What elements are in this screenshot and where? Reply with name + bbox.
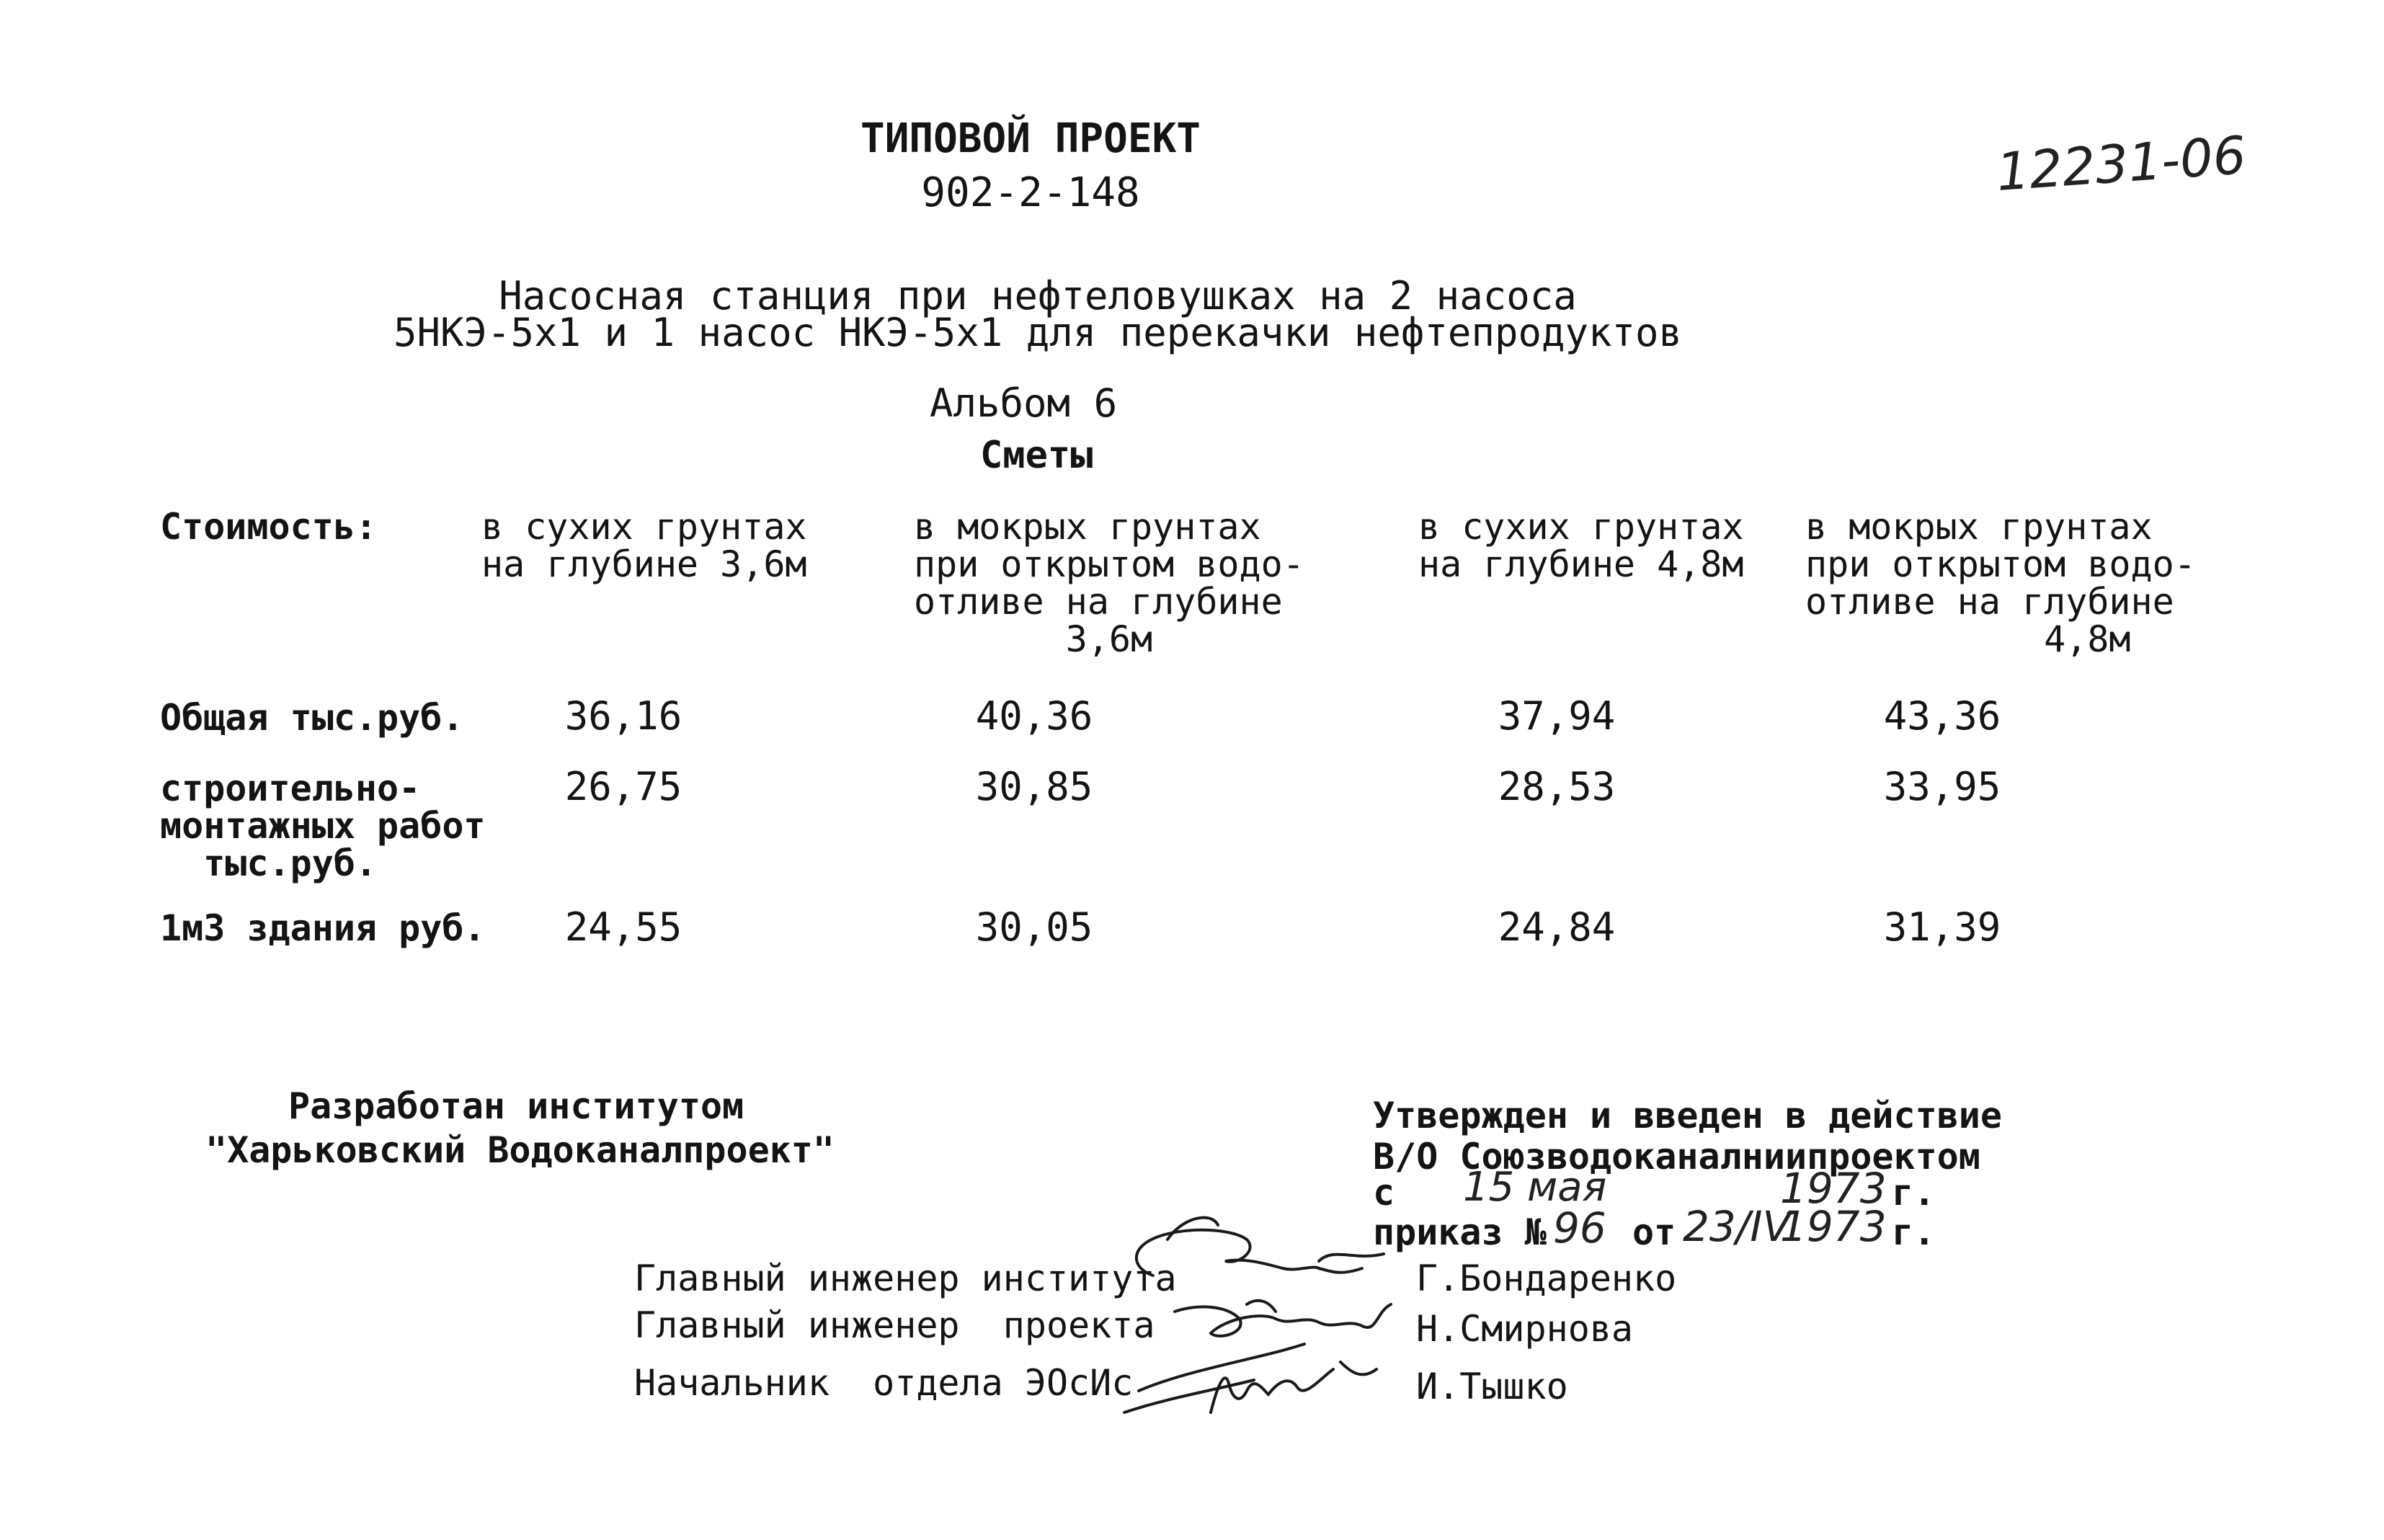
column-header-dry-4-8: в сухих грунтах на глубине 4,8м — [1418, 506, 1744, 585]
signature-role-chief-engineer-project: Главный инженер проекта — [634, 1304, 1155, 1346]
column-header-dry-3-6: в сухих грунтах на глубине 3,6м — [481, 506, 807, 585]
order-year-handwritten: 1973 — [1780, 1202, 1887, 1251]
cell-per-m3-dry-3-6: 24,55 — [564, 904, 682, 950]
document-title-line1: Насосная станция при нефтеловушках на 2 насоса — [499, 273, 1577, 319]
row-label-total: Общая тыс.руб. — [160, 697, 464, 739]
order-prefix: приказ № — [1373, 1211, 1547, 1253]
inventory-number-handwritten: 12231-06 — [1994, 125, 2249, 202]
cell-construction-wet-4-8: 33,95 — [1883, 764, 2001, 809]
cell-per-m3-wet-4-8: 31,39 — [1883, 904, 2001, 950]
developed-by-line2: "Харьковский Водоканалпроект" — [205, 1129, 835, 1171]
cell-construction-dry-4-8: 28,53 — [1498, 764, 1616, 809]
order-from: от — [1632, 1211, 1676, 1253]
approved-line1: Утвержден и введен в действие — [1373, 1095, 2002, 1136]
row-label-per-m3: 1м3 здания руб. — [160, 907, 486, 949]
cell-total-wet-3-6: 40,36 — [975, 693, 1093, 739]
approved-year-suffix: г. — [1892, 1172, 1936, 1214]
column-header-wet-3-6: в мокрых грунтах при открытом водо- отливе на глубине 3,6м — [914, 506, 1304, 660]
cell-total-dry-4-8: 37,94 — [1498, 693, 1616, 739]
order-year-suffix: г. — [1892, 1211, 1936, 1253]
section-label: Сметы — [980, 434, 1093, 477]
cell-per-m3-wet-3-6: 30,05 — [975, 904, 1093, 950]
handwritten-signatures — [1103, 1196, 1463, 1456]
approved-date-handwritten: 15 мая — [1463, 1164, 1607, 1211]
cell-construction-wet-3-6: 30,85 — [975, 764, 1093, 809]
approved-line2: В/О Союзводоканалниипроектом — [1373, 1136, 1980, 1178]
order-number-handwritten: 96 — [1553, 1203, 1606, 1252]
signature-role-department-head: Начальник отдела ЭОсИс — [634, 1362, 1134, 1404]
album-label: Альбом 6 — [930, 380, 1118, 426]
order-date-handwritten: 23/IV — [1683, 1202, 1792, 1251]
cell-construction-dry-3-6: 26,75 — [564, 764, 682, 809]
signature-name-tyshko: И.Тышко — [1416, 1366, 1568, 1407]
developed-by-line1: Разработан институтом — [288, 1085, 744, 1127]
cost-label-header: Стоимость: — [160, 506, 378, 548]
approved-from-prefix: с — [1373, 1172, 1395, 1214]
project-code: 902-2-148 — [921, 169, 1140, 216]
row-label-construction: строительно- монтажных работ тыс.руб. — [160, 767, 486, 884]
project-type-heading: ТИПОВОЙ ПРОЕКТ — [860, 115, 1201, 162]
signature-name-smirnova: Н.Смирнова — [1416, 1308, 1634, 1350]
cell-total-dry-3-6: 36,16 — [564, 693, 682, 739]
signature-name-bondarenko: Г.Бондаренко — [1416, 1258, 1677, 1299]
signature-role-chief-engineer-institute: Главный инженер института — [634, 1258, 1177, 1299]
document-title-line2: 5НКЭ-5х1 и 1 насос НКЭ-5х1 для перекачки нефтепродуктов — [393, 310, 1683, 355]
approved-year-handwritten: 1973 — [1780, 1164, 1887, 1213]
column-header-wet-4-8: в мокрых грунтах при открытом водо- отливе на глубине 4,8м — [1805, 506, 2196, 660]
cell-total-wet-4-8: 43,36 — [1883, 693, 2001, 739]
cell-per-m3-dry-4-8: 24,84 — [1498, 904, 1616, 950]
